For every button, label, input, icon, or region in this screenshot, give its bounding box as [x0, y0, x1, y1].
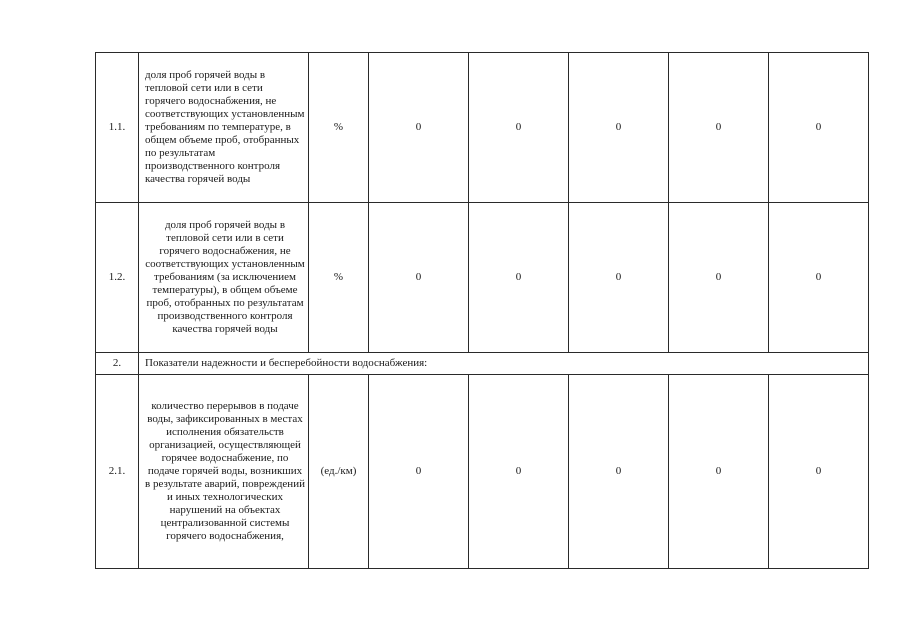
- value-cell: 0: [469, 203, 569, 353]
- value-cell: 0: [769, 53, 869, 203]
- value-cell: 0: [769, 375, 869, 569]
- value-cell: 0: [369, 203, 469, 353]
- section-row: [96, 353, 869, 375]
- value-cell: 0: [569, 375, 669, 569]
- section-number: 2.: [96, 353, 139, 375]
- table-row: [96, 375, 869, 569]
- value-cell: 0: [669, 375, 769, 569]
- value-cell: 0: [769, 203, 869, 353]
- unit-cell: %: [309, 53, 369, 203]
- value-cell: 0: [569, 203, 669, 353]
- row-number: 1.2.: [96, 203, 139, 353]
- value-cell: 0: [569, 53, 669, 203]
- value-cell: 0: [369, 53, 469, 203]
- unit-cell: %: [309, 203, 369, 353]
- indicator-description: доля проб горячей воды в тепловой сети или в сети горячего водоснабжения, не соответствующих установленным требованиям (за исключением температуры), в общем объеме проб, отобранных по результатам производственного контроля качества горячей воды: [139, 203, 309, 353]
- row-number: 1.1.: [96, 53, 139, 203]
- value-cell: 0: [469, 53, 569, 203]
- row-number: 2.1.: [96, 375, 139, 569]
- value-cell: 0: [669, 203, 769, 353]
- section-title: Показатели надежности и бесперебойности водоснабжения:: [139, 353, 869, 375]
- indicator-description: доля проб горячей воды в тепловой сети или в сети горячего водоснабжения, не соответствующих установленным требованиям по температуре, в общем объеме проб, отобранных по результатам производственного контроля качества горячей воды: [139, 53, 309, 203]
- value-cell: 0: [669, 53, 769, 203]
- indicators-table: [95, 52, 869, 569]
- table-row: [96, 203, 869, 353]
- value-cell: 0: [469, 375, 569, 569]
- value-cell: 0: [369, 375, 469, 569]
- indicator-description: количество перерывов в подаче воды, зафиксированных в местах исполнения обязательств организацией, осуществляющей горячее водоснабжение, по подаче горячей воды, возникших в результате аварий, повреждений и иных технологических нарушений на объектах централизованной системы горячего водоснабжения,: [139, 375, 309, 569]
- unit-cell: (ед./км): [309, 375, 369, 569]
- table-row: [96, 53, 869, 203]
